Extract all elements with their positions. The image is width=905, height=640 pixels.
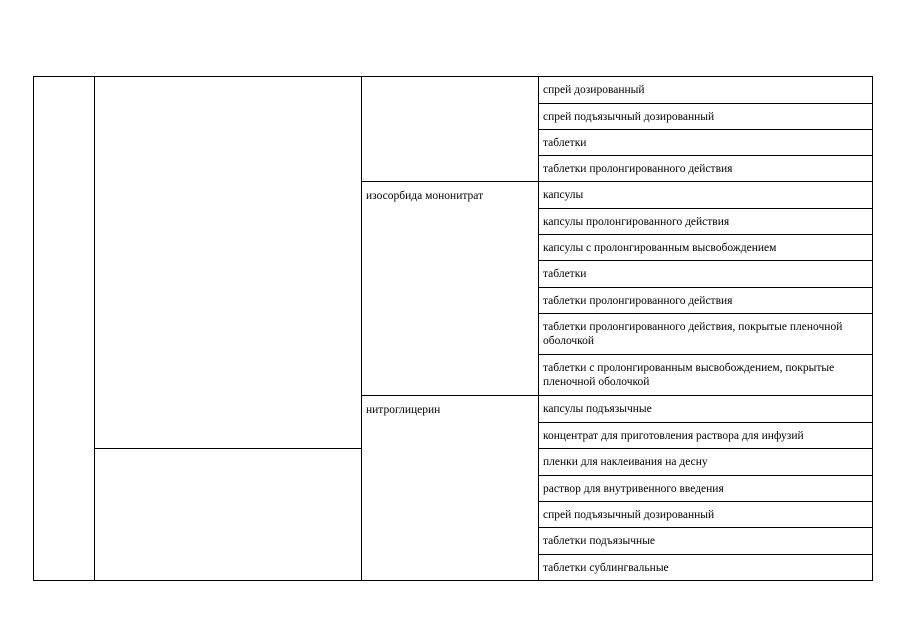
table-row: [34, 77, 873, 104]
dosage-form-cell: таблетки с пролонгированным высвобождением, покрытые пленочной оболочкой: [539, 355, 873, 396]
drug-name-cell-continued: [362, 77, 539, 182]
dosage-form-cell: капсулы: [539, 182, 873, 209]
dosage-form-cell: таблетки пролонгированного действия: [539, 288, 873, 314]
drug-forms-table: [33, 76, 873, 581]
drug-name-cell: изосорбида мононитрат: [362, 182, 539, 396]
drug-name-cell: нитроглицерин: [362, 396, 539, 581]
dosage-form-cell: капсулы пролонгированного действия: [539, 209, 873, 235]
dosage-form-cell: таблетки сублингвальные: [539, 555, 873, 581]
dosage-form-cell: спрей подъязычный дозированный: [539, 502, 873, 528]
dosage-form-cell: капсулы подъязычные: [539, 396, 873, 423]
dosage-form-cell: таблетки пролонгированного действия: [539, 156, 873, 182]
dosage-form-cell: таблетки: [539, 261, 873, 288]
group-cell-lower: [95, 449, 362, 581]
dosage-form-cell: концентрат для приготовления раствора для инфузий: [539, 423, 873, 449]
dosage-form-cell: пленки для наклеивания на десну: [539, 449, 873, 476]
dosage-form-cell: капсулы с пролонгированным высвобождением: [539, 235, 873, 261]
dosage-form-cell: таблетки: [539, 130, 873, 156]
dosage-form-cell: таблетки пролонгированного действия, покрытые пленочной оболочкой: [539, 314, 873, 355]
dosage-form-cell: спрей подъязычный дозированный: [539, 104, 873, 130]
dosage-form-cell: таблетки подъязычные: [539, 528, 873, 555]
dosage-form-cell: раствор для внутривенного введения: [539, 476, 873, 502]
code-cell: [34, 77, 95, 581]
dosage-form-cell: спрей дозированный: [539, 77, 873, 104]
group-cell-upper: [95, 77, 362, 449]
